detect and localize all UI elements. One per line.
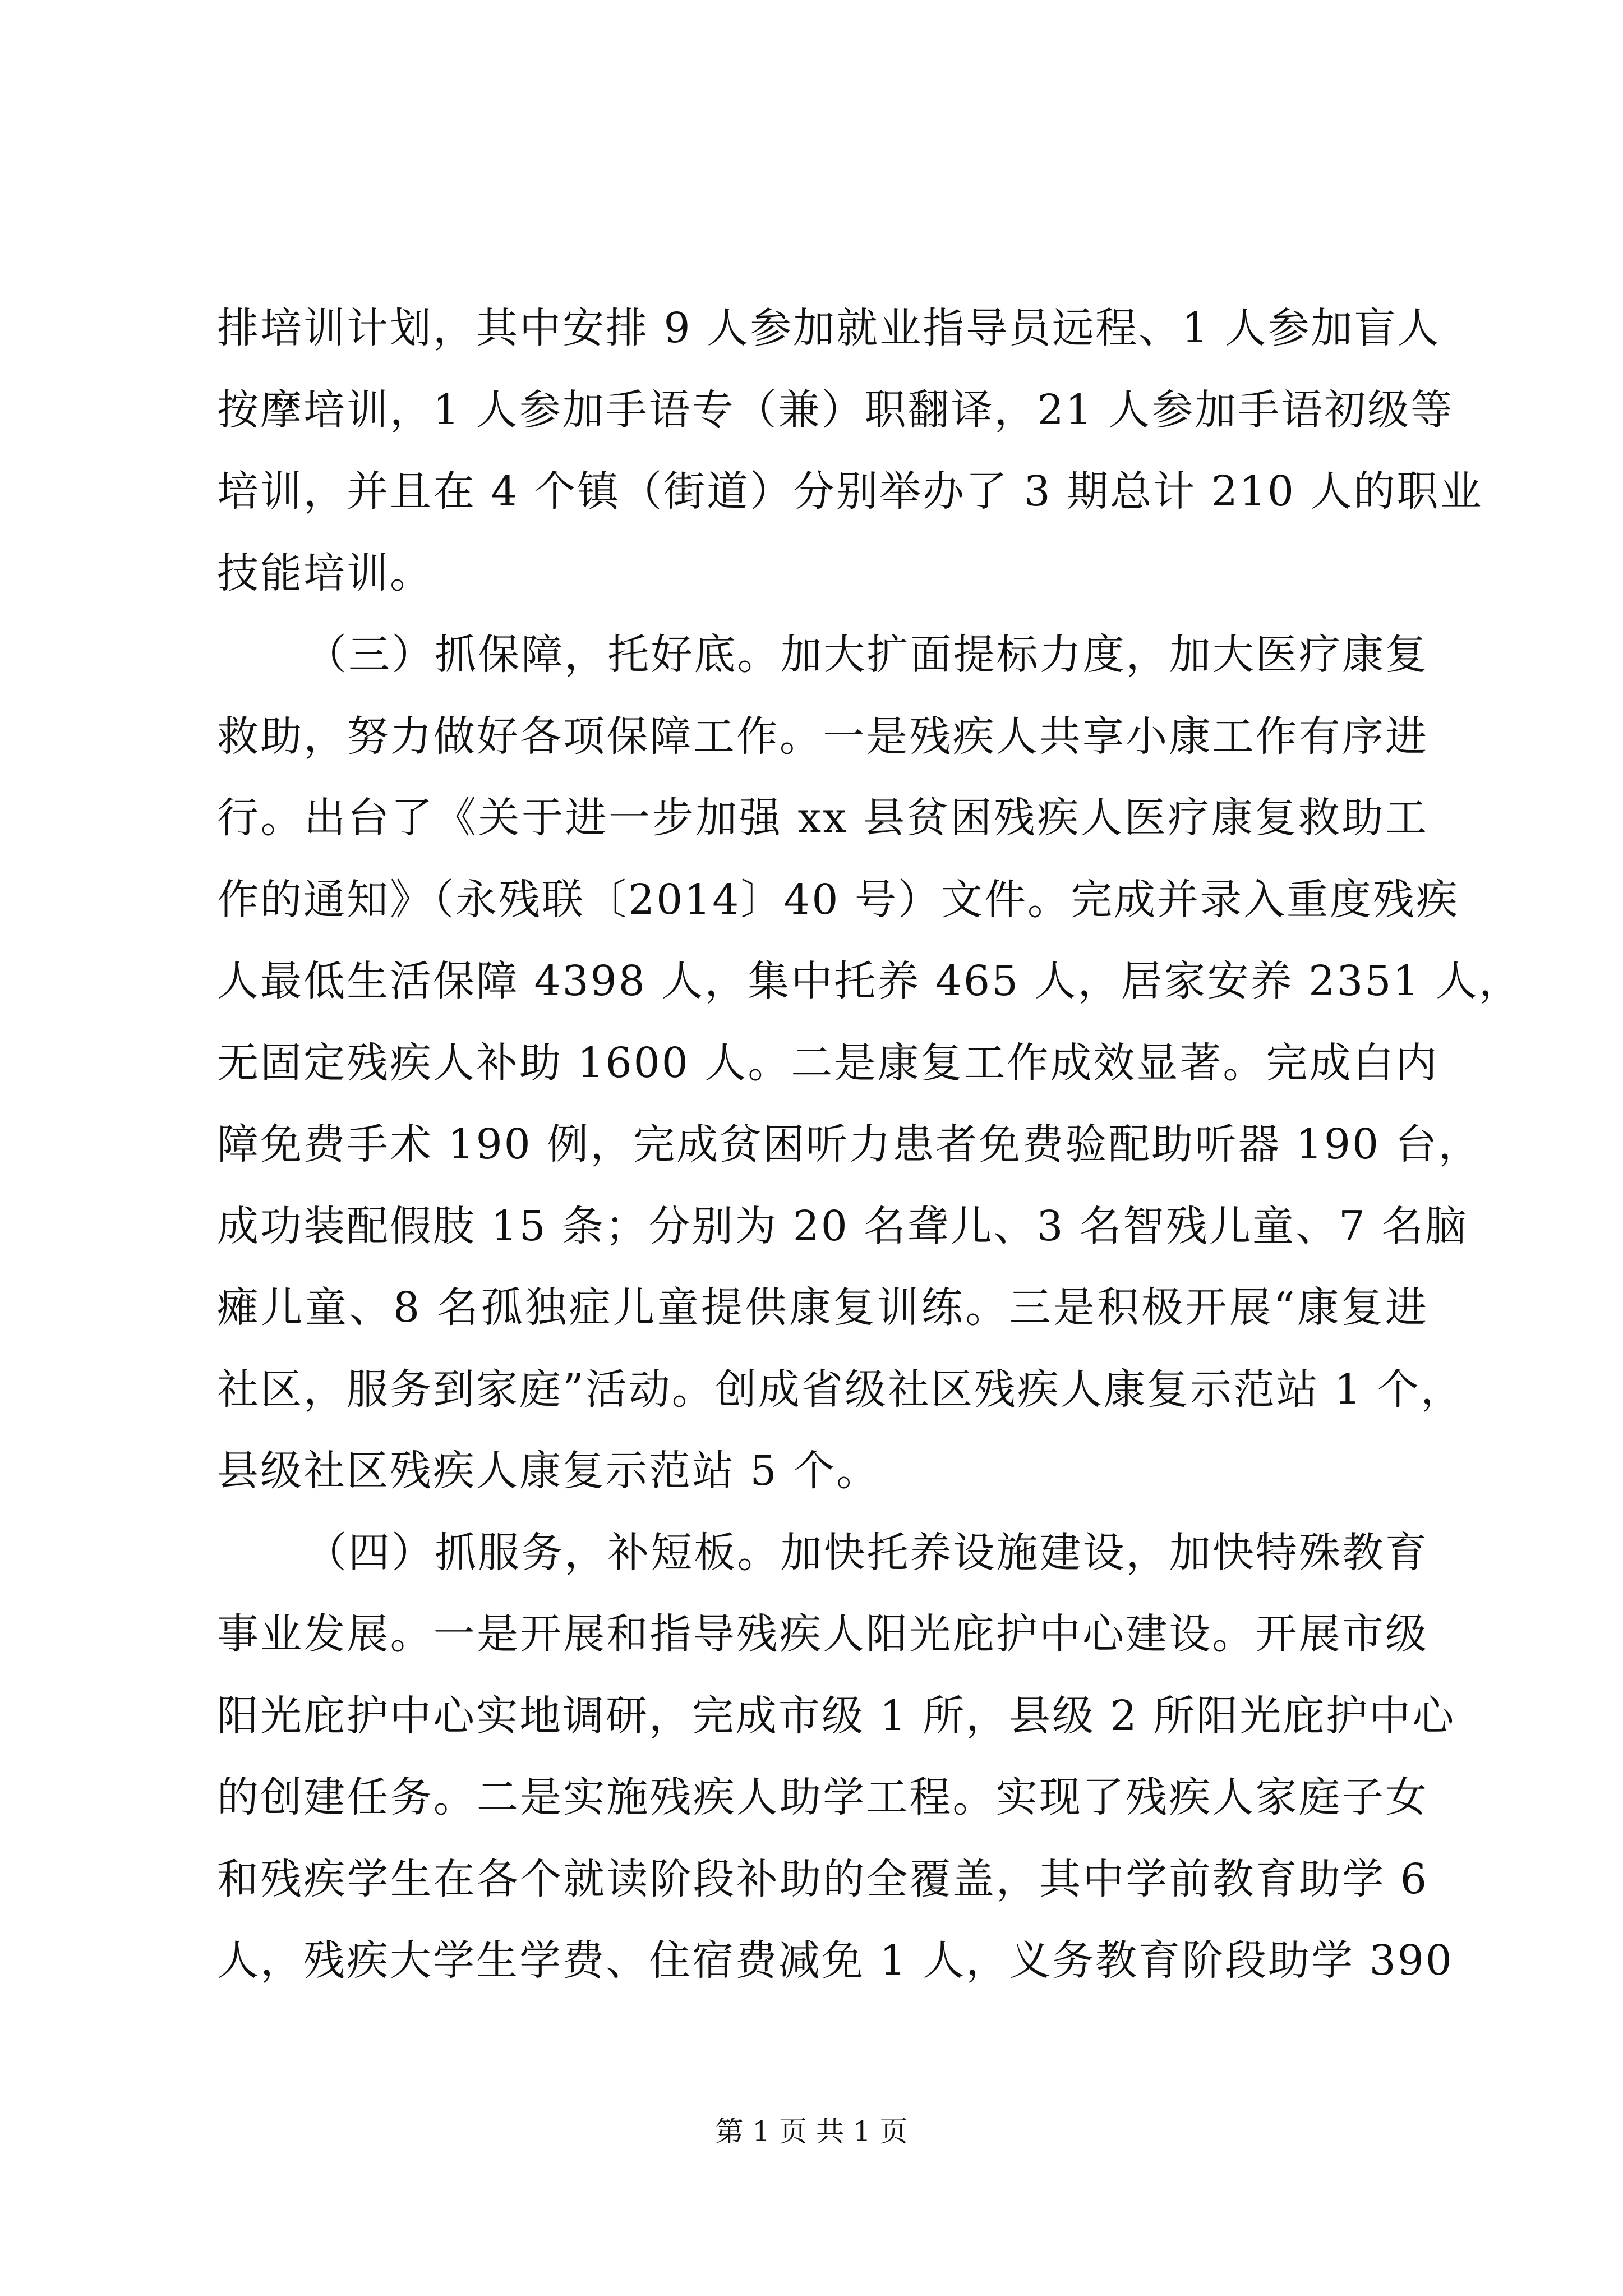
text-line: 和残疾学生在各个就读阶段补助的全覆盖，其中学前教育助学 6 [217, 1855, 1428, 1903]
text-line: 瘫儿童、8 名孤独症儿童提供康复训练。三是积极开展“康复进 [217, 1283, 1428, 1332]
text-line: 成功装配假肢 15 条；分别为 20 名聋儿、3 名智残儿童、7 名脑 [217, 1202, 1468, 1250]
text-line: 人最低生活保障 4398 人，集中托养 465 人，居家安养 2351 人， [217, 957, 1523, 1005]
document-body [217, 288, 1523, 2002]
text-line: 障免费手术 190 例，完成贫困听力患者免费验配助听器 190 台， [217, 1120, 1482, 1168]
paragraph-start-line: （四）抓服务，补短板。加快托养设施建设，加快特殊教育 [305, 1528, 1428, 1577]
page-footer: 第 1 页 共 1 页 [715, 2115, 908, 2148]
text-line: 的创建任务。二是实施残疾人助学工程。实现了残疾人家庭子女 [217, 1773, 1428, 1821]
paragraph-start-line: （三）抓保障，托好底。加大扩面提标力度，加大医疗康复 [305, 631, 1428, 679]
text-line: 社区，服务到家庭”活动。创成省级社区残疾人康复示范站 1 个， [217, 1365, 1464, 1414]
text-line: 救助，努力做好各项保障工作。一是残疾人共享小康工作有序进 [217, 712, 1428, 761]
text-line: 按摩培训，1 人参加手语专（兼）职翻译，21 人参加手语初级等 [217, 385, 1454, 434]
text-line: 技能培训。 [217, 549, 433, 597]
text-line: 行。出台了《关于进一步加强 xx 县贫困残疾人医疗康复救助工 [217, 794, 1428, 842]
text-line: 阳光庇护中心实地调研，完成市级 1 所，县级 2 所阳光庇护中心 [217, 1691, 1456, 1740]
text-line: 事业发展。一是开展和指导残疾人阳光庇护中心建设。开展市级 [217, 1610, 1428, 1658]
text-line: 无固定残疾人补助 1600 人。二是康复工作成效显著。完成白内 [217, 1038, 1439, 1087]
text-line: 县级社区残疾人康复示范站 5 个。 [217, 1447, 880, 1495]
text-line: 人，残疾大学生学费、住宿费减免 1 人，义务教育阶段助学 390 [217, 1936, 1454, 1985]
text-line: 排培训计划，其中安排 9 人参加就业指导员远程、1 人参加盲人 [217, 304, 1441, 352]
text-line: 作的通知》（永残联〔2014〕40 号）文件。完成并录入重度残疾 [217, 875, 1460, 924]
text-line: 培训，并且在 4 个镇（街道）分别举办了 3 期总计 210 人的职业 [217, 467, 1483, 516]
